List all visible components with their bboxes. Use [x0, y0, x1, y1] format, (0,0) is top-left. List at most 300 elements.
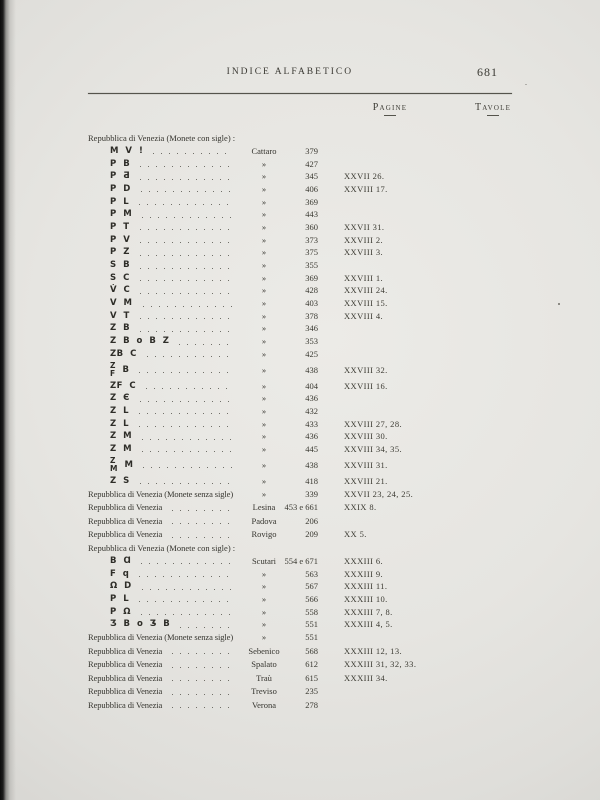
entry-cell — [88, 362, 240, 377]
page-value: 443 — [305, 209, 318, 220]
tavole-cell: XXIX 8. — [344, 502, 377, 513]
entry-sigla: P Ω — [110, 606, 131, 617]
entry-sigla: P D — [110, 183, 131, 194]
page-value: 428 — [305, 285, 318, 296]
entry-sigla: P Z — [110, 247, 130, 258]
dot-leader — [172, 523, 232, 524]
page-value: 379 — [305, 145, 318, 156]
index-row — [88, 183, 512, 196]
page-cell — [288, 476, 318, 486]
place-cell: Scutari — [251, 555, 277, 566]
page-cell — [288, 273, 318, 283]
entry-cell — [88, 323, 240, 333]
place-cell: » — [261, 285, 267, 296]
page-cell — [288, 489, 318, 499]
index-row — [88, 392, 512, 405]
sigla-stack-bottom: M — [110, 463, 118, 473]
tavole-cell: XXVIII 3. — [344, 247, 384, 258]
index-row — [88, 430, 512, 443]
entry-cell — [88, 222, 240, 232]
dot-leader — [141, 614, 232, 615]
scan-speck — [558, 303, 560, 305]
entry-sigla: Ω D — [110, 581, 132, 592]
page-value: 369 — [305, 196, 318, 207]
entry-cell — [88, 235, 240, 245]
index-row — [88, 528, 512, 542]
dot-leader — [140, 268, 232, 269]
entry-cell — [88, 569, 240, 579]
entry-sigla: Z M — [110, 443, 133, 454]
tavole-cell: XXXIII 6. — [344, 555, 384, 566]
entry-cell — [88, 489, 240, 499]
page-value: 406 — [305, 183, 318, 194]
dot-leader — [142, 451, 232, 452]
place-cell: » — [261, 272, 267, 283]
page-cell — [288, 632, 318, 642]
index-row — [88, 618, 512, 631]
entry-label: Repubblica di Venezia — [88, 502, 163, 513]
page-value: 339 — [305, 488, 318, 499]
page-cell — [288, 336, 318, 346]
index-row — [88, 455, 512, 474]
index-row — [88, 698, 512, 712]
page-value: 568 — [305, 645, 318, 656]
page-value: 551 — [305, 619, 318, 630]
entry-cell — [88, 646, 240, 656]
page-value: 418 — [305, 475, 318, 486]
scan-speck — [525, 84, 527, 85]
page-value: 369 — [305, 272, 318, 283]
index-row — [88, 246, 512, 259]
page-value: 438 — [305, 364, 318, 375]
entry-cell — [88, 273, 240, 283]
entry-cell — [88, 431, 240, 441]
place-cell: » — [261, 475, 267, 486]
page-cell — [288, 516, 318, 526]
sigla-stack — [110, 457, 117, 472]
tavole-cell: XXVII 31. — [344, 221, 385, 232]
page-value: 346 — [305, 323, 318, 334]
column-header-tavole-label: Tavole — [474, 102, 512, 113]
page-cell — [288, 619, 318, 629]
entry-cell — [88, 349, 240, 359]
page-cell — [288, 406, 318, 416]
entry-sigla: P V — [110, 234, 131, 245]
dot-leader — [139, 413, 232, 414]
tavole-cell: XXVIII 32. — [344, 364, 388, 375]
page-value: 436 — [305, 393, 318, 404]
entry-cell — [88, 336, 240, 346]
page-value: 558 — [305, 606, 318, 617]
entry-sigla: M — [124, 459, 133, 470]
page-cell — [288, 298, 318, 308]
index-row — [88, 259, 512, 272]
page-cell — [288, 159, 318, 169]
place-cell: Treviso — [251, 686, 277, 697]
page-value: 355 — [305, 260, 318, 271]
page-value: 438 — [305, 459, 318, 470]
entry-cell — [88, 556, 240, 566]
index-row — [88, 157, 512, 170]
place-cell: Cattaro — [251, 145, 277, 156]
index-row — [88, 335, 512, 348]
entry-sigla: V̇ C — [110, 285, 131, 296]
entry-cell — [88, 419, 240, 429]
page-cell — [288, 607, 318, 617]
dot-leader — [172, 653, 232, 654]
entry-sigla: P M — [110, 209, 133, 220]
index-table — [88, 131, 512, 712]
page-value: 345 — [305, 171, 318, 182]
entry-cell — [88, 457, 240, 472]
tavole-cell: XXVIII 16. — [344, 380, 388, 391]
place-cell: » — [261, 171, 267, 182]
entry-cell — [88, 543, 240, 553]
entry-sigla: Z L — [110, 405, 130, 416]
entry-cell — [88, 184, 240, 194]
page-cell — [288, 646, 318, 656]
dot-leader — [142, 589, 232, 590]
tavole-cell: XXXIII 4, 5. — [344, 619, 393, 630]
tavole-cell: XXVIII 24. — [344, 285, 388, 296]
tavole-cell: XXXIII 12, 13. — [344, 645, 403, 656]
entry-cell — [88, 444, 240, 454]
page-value: 436 — [305, 431, 318, 442]
index-row — [88, 379, 512, 392]
entry-label: Repubblica di Venezia (Monete senza sigle) — [88, 632, 234, 643]
entry-sigla: P T — [110, 221, 130, 232]
tavole-cell: XXVIII 34, 35. — [344, 443, 403, 454]
index-row — [88, 405, 512, 418]
page-cell — [288, 419, 318, 429]
index-row — [88, 580, 512, 593]
page-cell — [288, 235, 318, 245]
dot-leader — [140, 179, 232, 180]
tavole-cell: XXVIII 17. — [344, 183, 388, 194]
index-row — [88, 233, 512, 246]
column-header-pagine — [350, 102, 430, 116]
entry-sigla: P L — [110, 593, 130, 604]
place-cell: » — [261, 418, 267, 429]
place-cell: » — [261, 581, 267, 592]
page-value: 425 — [305, 348, 318, 359]
place-cell: » — [261, 209, 267, 220]
entry-cell — [88, 209, 240, 219]
index-row — [88, 555, 512, 568]
index-row — [88, 514, 512, 528]
page-cell — [288, 381, 318, 391]
dot-leader — [172, 537, 232, 538]
index-row — [88, 322, 512, 335]
entry-cell — [88, 581, 240, 591]
place-cell: » — [261, 606, 267, 617]
dot-leader — [172, 667, 232, 668]
dot-leader — [140, 280, 232, 281]
index-row — [88, 170, 512, 183]
column-header-pagine-label: Pagine — [372, 102, 408, 113]
entry-cell — [88, 393, 240, 403]
page-number: 681 — [477, 65, 498, 79]
page-cell — [288, 349, 318, 359]
entry-cell — [88, 298, 240, 308]
page-value: 453 e 661 — [284, 502, 318, 513]
place-cell: Rovigo — [251, 529, 277, 540]
page-value: 378 — [305, 310, 318, 321]
dot-leader — [147, 356, 232, 357]
page-value: 615 — [305, 672, 318, 683]
place-cell: » — [261, 443, 267, 454]
index-row — [88, 474, 512, 487]
index-row — [88, 145, 512, 158]
page-value: 551 — [305, 632, 318, 643]
page-value: 432 — [305, 405, 318, 416]
dot-leader — [140, 166, 232, 167]
tavole-cell: XXXIII 7, 8. — [344, 606, 393, 617]
page-value: 375 — [305, 247, 318, 258]
sigla-stack — [110, 362, 115, 377]
dot-leader — [179, 344, 232, 345]
dot-leader — [140, 229, 233, 230]
page-cell — [288, 529, 318, 539]
entry-sigla: M V ! — [110, 145, 144, 156]
entry-sigla: V M — [110, 298, 133, 309]
entry-sigla: Z L — [110, 418, 130, 429]
page-cell — [288, 673, 318, 683]
place-cell: » — [261, 488, 267, 499]
entry-cell — [88, 632, 240, 642]
page-value: 209 — [305, 529, 318, 540]
index-row — [88, 417, 512, 430]
page-value: 206 — [305, 515, 318, 526]
tavole-cell: XXXIII 31, 32, 33. — [344, 659, 417, 670]
tavole-cell: XXVIII 4. — [344, 310, 384, 321]
page-cell — [288, 569, 318, 579]
index-row — [88, 360, 512, 379]
place-cell: » — [261, 158, 267, 169]
dot-leader — [141, 191, 232, 192]
page-value: 404 — [305, 380, 318, 391]
dot-leader — [172, 694, 232, 695]
place-cell: » — [261, 298, 267, 309]
page-value: 563 — [305, 568, 318, 579]
entry-cell — [88, 146, 240, 156]
entry-sigla: ZF C — [110, 380, 137, 391]
dot-leader — [139, 372, 232, 373]
page-cell — [288, 594, 318, 604]
index-row — [88, 671, 512, 685]
place-cell: » — [261, 221, 267, 232]
page-value: 567 — [305, 581, 318, 592]
place-cell: Verona — [251, 699, 277, 710]
entry-cell — [88, 133, 240, 143]
dot-leader — [143, 467, 232, 468]
dot-leader — [139, 576, 232, 577]
index-row — [88, 309, 512, 322]
page-value: 612 — [305, 659, 318, 670]
dot-leader — [172, 510, 232, 511]
dot-leader — [153, 153, 232, 154]
page-value: 403 — [305, 298, 318, 309]
index-row — [88, 443, 512, 456]
dot-leader — [140, 318, 232, 319]
page-title: INDICE ALFABETICO — [226, 67, 354, 77]
page-value: 278 — [305, 699, 318, 710]
page-value: 427 — [305, 158, 318, 169]
page-cell — [288, 311, 318, 321]
entry-label: Repubblica di Venezia — [88, 515, 163, 526]
index-row — [88, 487, 512, 501]
entry-cell — [88, 171, 240, 181]
entry-cell — [88, 594, 240, 604]
entry-cell — [88, 529, 240, 539]
dot-leader — [172, 707, 232, 708]
index-row — [88, 658, 512, 672]
entry-sigla: B Ɑ — [110, 555, 132, 566]
tavole-cell: XX 5. — [344, 529, 367, 540]
entry-sigla: Ʒ B o Ʒ̵ B — [110, 619, 171, 630]
place-cell: » — [261, 234, 267, 245]
page-cell — [288, 222, 318, 232]
column-headers — [88, 102, 512, 126]
page-value: 360 — [305, 221, 318, 232]
entry-label: Repubblica di Venezia — [88, 659, 163, 670]
place-cell: Spalato — [251, 659, 277, 670]
index-row — [88, 605, 512, 618]
tavole-cell: XXXIII 10. — [344, 593, 388, 604]
place-cell: » — [261, 405, 267, 416]
entry-cell — [88, 659, 240, 669]
place-cell: » — [261, 380, 267, 391]
dot-leader — [172, 680, 232, 681]
tavole-cell: XXVIII 31. — [344, 459, 388, 470]
place-cell: » — [261, 593, 267, 604]
entry-sigla: P B — [110, 158, 131, 169]
index-row — [88, 195, 512, 208]
index-row — [88, 271, 512, 284]
column-header-tavole — [453, 102, 533, 116]
page-cell — [288, 365, 318, 375]
entry-cell — [88, 476, 240, 486]
index-row — [88, 284, 512, 297]
page-cell — [288, 209, 318, 219]
sigla-stack-bottom: F — [110, 368, 116, 378]
dot-leader — [143, 306, 233, 307]
index-row — [88, 593, 512, 606]
entry-sigla: P Ƌ — [110, 171, 131, 182]
entry-cell — [88, 247, 240, 257]
entry-sigla: P L — [110, 196, 130, 207]
entry-label: Repubblica di Venezia — [88, 699, 163, 710]
header-rule — [88, 93, 512, 94]
dot-leader — [139, 426, 232, 427]
entry-cell — [88, 673, 240, 683]
place-cell: » — [261, 364, 267, 375]
tavole-cell: XXVII 23, 24, 25. — [344, 488, 414, 499]
place-cell: » — [261, 568, 267, 579]
entry-sigla: F q — [110, 568, 130, 579]
place-cell: » — [261, 431, 267, 442]
page-cell — [288, 393, 318, 403]
place-cell: Sebenico — [248, 645, 280, 656]
dot-leader — [142, 439, 232, 440]
index-row — [88, 541, 512, 555]
place-cell: » — [261, 632, 267, 643]
index-row — [88, 348, 512, 361]
page-value: 445 — [305, 443, 318, 454]
sigla-stack-top: Z — [110, 361, 116, 371]
dot-leader — [139, 601, 232, 602]
entry-cell — [88, 285, 240, 295]
index-row — [88, 685, 512, 699]
page-cell — [288, 444, 318, 454]
place-cell: » — [261, 393, 267, 404]
index-row — [88, 631, 512, 645]
entry-sigla: Z B — [110, 323, 131, 334]
dot-leader — [142, 217, 232, 218]
place-cell: » — [261, 336, 267, 347]
page-cell — [288, 260, 318, 270]
page-cell — [288, 197, 318, 207]
page-cell — [288, 323, 318, 333]
entry-sigla: Z Є — [110, 393, 130, 404]
page-cell — [284, 502, 318, 513]
dot-leader — [140, 293, 232, 294]
place-cell: Traù — [256, 672, 272, 683]
page-cell — [288, 700, 318, 710]
tavole-cell: XXVIII 30. — [344, 431, 388, 442]
entry-sigla: S C — [110, 272, 130, 283]
page-value: 433 — [305, 418, 318, 429]
tavole-cell: XXVIII 2. — [344, 234, 384, 245]
dot-leader — [140, 242, 232, 243]
index-row — [88, 644, 512, 658]
dot-leader — [140, 401, 232, 402]
entry-cell — [88, 381, 240, 391]
page-cell — [288, 686, 318, 696]
index-row — [88, 501, 512, 515]
dot-leader — [139, 204, 232, 205]
tavole-cell: XXXIII 9. — [344, 568, 384, 579]
index-row — [88, 567, 512, 580]
index-row — [88, 208, 512, 221]
place-cell: » — [261, 247, 267, 258]
tavole-cell: XXVIII 1. — [344, 272, 384, 283]
entry-cell — [88, 260, 240, 270]
running-head — [88, 67, 512, 81]
page-cell — [288, 171, 318, 181]
entry-cell — [88, 197, 240, 207]
page-value: 566 — [305, 593, 318, 604]
page-cell — [288, 146, 318, 156]
index-row — [88, 131, 512, 145]
dot-leader — [146, 388, 232, 389]
page-cell — [288, 460, 318, 470]
entry-cell — [88, 686, 240, 696]
tavole-cell: XXVII 26. — [344, 171, 385, 182]
entry-sigla: S B — [110, 260, 131, 271]
entry-cell — [88, 502, 240, 512]
place-cell: » — [261, 260, 267, 271]
page-cell — [288, 247, 318, 257]
tavole-cell: XXVIII 27, 28. — [344, 418, 403, 429]
entry-label: Repubblica di Venezia — [88, 529, 163, 540]
page-value: 554 e 671 — [284, 555, 318, 566]
entry-cell — [88, 311, 240, 321]
entry-cell — [88, 159, 240, 169]
page-value: 373 — [305, 234, 318, 245]
page-cell — [288, 431, 318, 441]
entry-sigla: B — [122, 364, 129, 375]
